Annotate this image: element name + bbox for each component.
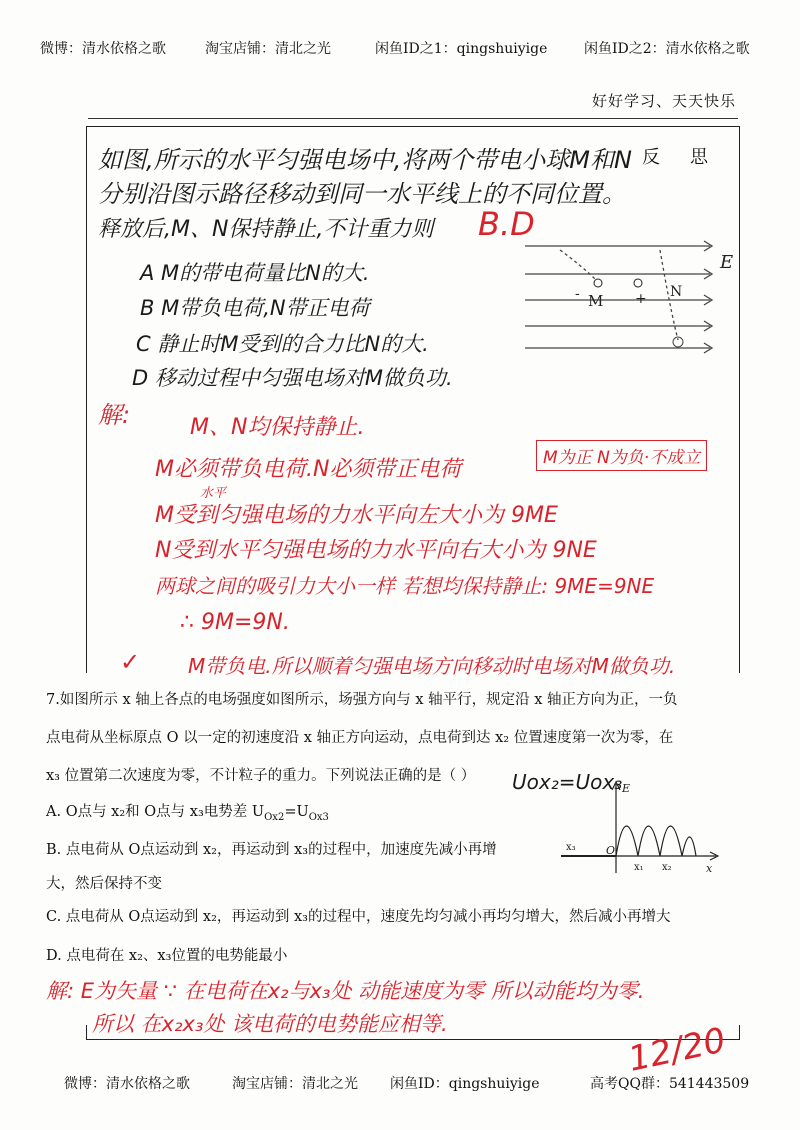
header-xianyu-1: 闲鱼ID之1：qingshuiyige xyxy=(375,41,548,57)
solution6-line-4: N受到水平匀强电场的力水平向右大小为 9NE xyxy=(155,538,597,563)
solution6-line-7: M带负电.所以顺着匀强电场方向移动时电场对M做负功. xyxy=(188,654,676,678)
footer-taobao: 淘宝店铺：清北之光 xyxy=(232,1076,358,1092)
reflection-label-1: 反 xyxy=(642,147,660,168)
solution6-line-6: ∴ 9M=9N. xyxy=(180,610,290,635)
label-n: N xyxy=(670,284,683,300)
problem6-option-a: A M的带电荷量比N的大. xyxy=(140,261,370,285)
problem7-option-d: D. 点电荷在 x₂、x₃位置的电势能最小 xyxy=(46,948,288,964)
problem6-option-d: D 移动过程中匀强电场对M做负功. xyxy=(132,366,453,390)
solution6-insert: 水平 xyxy=(200,486,227,501)
reflection-label-2: 思 xyxy=(690,147,708,168)
problem7-option-b-2: 大，然后保持不变 xyxy=(46,876,162,892)
header-rule xyxy=(88,118,738,119)
solution6-line-2: M必须带负电荷.N必须带正电荷 xyxy=(155,457,462,482)
graph-x-label: x xyxy=(706,862,713,875)
graph-x1-label: x₁ xyxy=(634,862,644,873)
sign-minus: - xyxy=(575,286,580,302)
solution6-line-5: 两球之间的吸引力大小一样 若想均保持静止: 9ME=9NE xyxy=(155,574,655,598)
footer-xianyu: 闲鱼ID：qingshuiyige xyxy=(390,1076,540,1092)
option-a-sub-1: Ox2 xyxy=(264,811,285,823)
problem6-answer: B.D xyxy=(478,205,535,243)
solution6-line-3: M受到匀强电场的力水平向左大小为 9ME xyxy=(155,503,558,528)
option-a-sub-2: Ox3 xyxy=(308,811,329,823)
motto: 好好学习、天天快乐 xyxy=(591,92,736,110)
problem7-stem-3: x₃ 位置第二次速度为零，不计粒子的重力。下列说法正确的是（ ） xyxy=(46,768,476,784)
header-xianyu-2: 闲鱼ID之2：清水依格之歌 xyxy=(584,41,750,57)
e-curve xyxy=(616,826,696,856)
graph-x3-label: x₃ xyxy=(566,842,576,853)
problem7-stem-1: 7.如图所示 x 轴上各点的电场强度如图所示，场强方向与 x 轴平行，规定沿 x 轴正方向为正，一负 xyxy=(46,692,678,708)
sign-plus: + xyxy=(635,291,647,307)
option-a-text: A. O点与 x₂和 O点与 x₃电势差 U xyxy=(46,804,265,820)
score: 12/20 xyxy=(624,1020,730,1080)
solution6-line-1: M、N均保持静止. xyxy=(190,415,365,440)
problem7-option-a xyxy=(46,800,329,823)
footer-qq: 高考QQ群：541443509 xyxy=(590,1076,750,1092)
problem6-line-3: 释放后,M、N保持静止,不计重力则 xyxy=(98,217,434,242)
electric-field-diagram xyxy=(520,228,750,358)
field-label: E xyxy=(720,252,734,273)
graph-origin-label: O xyxy=(606,844,616,857)
e-x-graph xyxy=(556,778,726,878)
problem7-option-c: C. 点电荷从 O点运动到 x₂，再运动到 x₃的过程中，速度先均匀减小再均匀增大，然后减小再增大 xyxy=(46,909,671,925)
problem6-option-c: C 静止时M受到的合力比N的大. xyxy=(136,332,429,356)
label-m: M xyxy=(588,292,604,310)
graph-e-label: E xyxy=(622,782,631,795)
solution6-jie: 解: xyxy=(98,401,131,429)
problem6-line-1: 如图,所示的水平匀强电场中,将两个带电小球M和N xyxy=(98,146,632,174)
solution6-boxed-note: M为正 N为负·不成立 xyxy=(536,440,707,471)
footer-weibo: 微博：清水依格之歌 xyxy=(64,1076,190,1092)
solution6-tick: ✓ xyxy=(120,648,141,676)
ball-n xyxy=(634,279,642,287)
path-m xyxy=(560,250,596,280)
solution7-line-1: 解: E为矢量 ∵ 在电荷在x₂与x₃处 动能速度为零 所以动能均为零. xyxy=(46,979,645,1003)
problem7-stem-2: 点电荷从坐标原点 O 以一定的初速度沿 x 轴正方向运动，点电荷到达 x₂ 位置速度第一次为零，在 xyxy=(46,730,674,746)
problem7-handwritten-note: Uox₂=Uox₃ xyxy=(512,770,623,794)
solution7-line-2: 所以 在x₂x₃处 该电荷的电势能应相等. xyxy=(92,1012,448,1036)
option-a-eq: =U xyxy=(284,804,309,820)
header-taobao: 淘宝店铺：清北之光 xyxy=(205,41,331,57)
header-weibo: 微博：清水依格之歌 xyxy=(40,41,166,57)
graph-x2-label: x₂ xyxy=(662,862,672,873)
ball-m xyxy=(594,279,602,287)
problem7-option-b-1: B. 点电荷从 O点运动到 x₂，再运动到 x₃的过程中，加速度先减小再增 xyxy=(46,842,497,858)
problem6-line-2: 分别沿图示路径移动到同一水平线上的不同位置。 xyxy=(98,180,626,208)
problem6-option-b: B M带负电荷,N带正电荷 xyxy=(140,296,370,320)
